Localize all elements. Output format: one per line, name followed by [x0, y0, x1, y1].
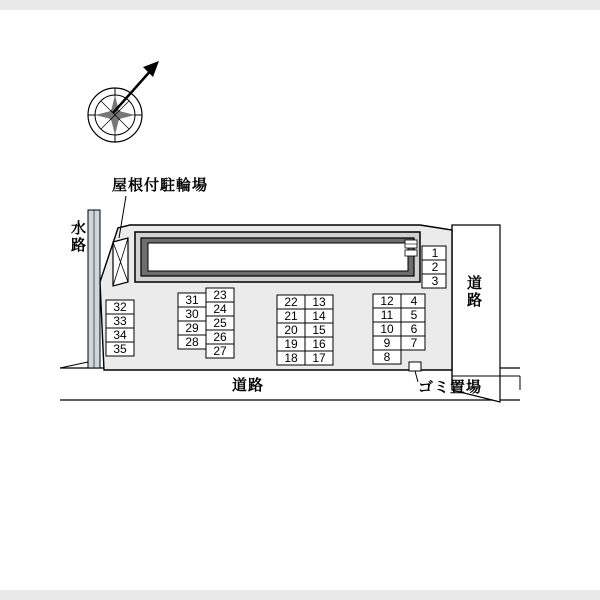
- stall-number: 3: [431, 274, 439, 288]
- stall-number: 28: [185, 335, 199, 349]
- stall-number: 33: [113, 314, 127, 328]
- stall-number: 13: [312, 295, 326, 309]
- stall-number: 20: [284, 323, 298, 337]
- stall-number: 2: [431, 260, 439, 274]
- stall-number: 22: [284, 295, 298, 309]
- stall-number: 35: [113, 342, 127, 356]
- stall-number: 6: [410, 322, 418, 336]
- stall-number: 23: [213, 288, 227, 302]
- stall-number: 7: [410, 336, 418, 350]
- stall-number: 15: [312, 323, 326, 337]
- stall-number: 30: [185, 307, 199, 321]
- stall-number: 26: [213, 330, 227, 344]
- stall-number: 12: [380, 294, 394, 308]
- stall-number: 32: [113, 300, 127, 314]
- stall-number: 10: [380, 322, 394, 336]
- stall-number: 18: [284, 351, 298, 365]
- stall-number: 19: [284, 337, 298, 351]
- label-road-bottom: 道路: [232, 377, 265, 394]
- label-garbage-area: ゴミ置場: [418, 379, 483, 396]
- stall-number: 17: [312, 351, 326, 365]
- stall-number: 5: [410, 308, 418, 322]
- stall-number: 14: [312, 309, 326, 323]
- label-waterway: 水路: [69, 220, 86, 254]
- stall-number: 24: [213, 302, 227, 316]
- stall-number: 1: [431, 246, 439, 260]
- stall-number: 21: [284, 309, 298, 323]
- stall-number: 31: [185, 293, 199, 307]
- stall-number: 4: [410, 294, 418, 308]
- stall-number: 29: [185, 321, 199, 335]
- site-plan-sheet: [0, 10, 600, 590]
- stall-number: 34: [113, 328, 127, 342]
- stall-number: 9: [383, 336, 391, 350]
- stall-number: 8: [383, 350, 391, 364]
- label-road-right: 道路: [465, 275, 482, 309]
- map-text-layer: [0, 10, 600, 590]
- stall-number: 11: [380, 308, 394, 322]
- stall-number: 16: [312, 337, 326, 351]
- stall-number: 25: [213, 316, 227, 330]
- stall-number: 27: [213, 344, 227, 358]
- label-bike-parking: 屋根付駐輪場: [112, 177, 209, 194]
